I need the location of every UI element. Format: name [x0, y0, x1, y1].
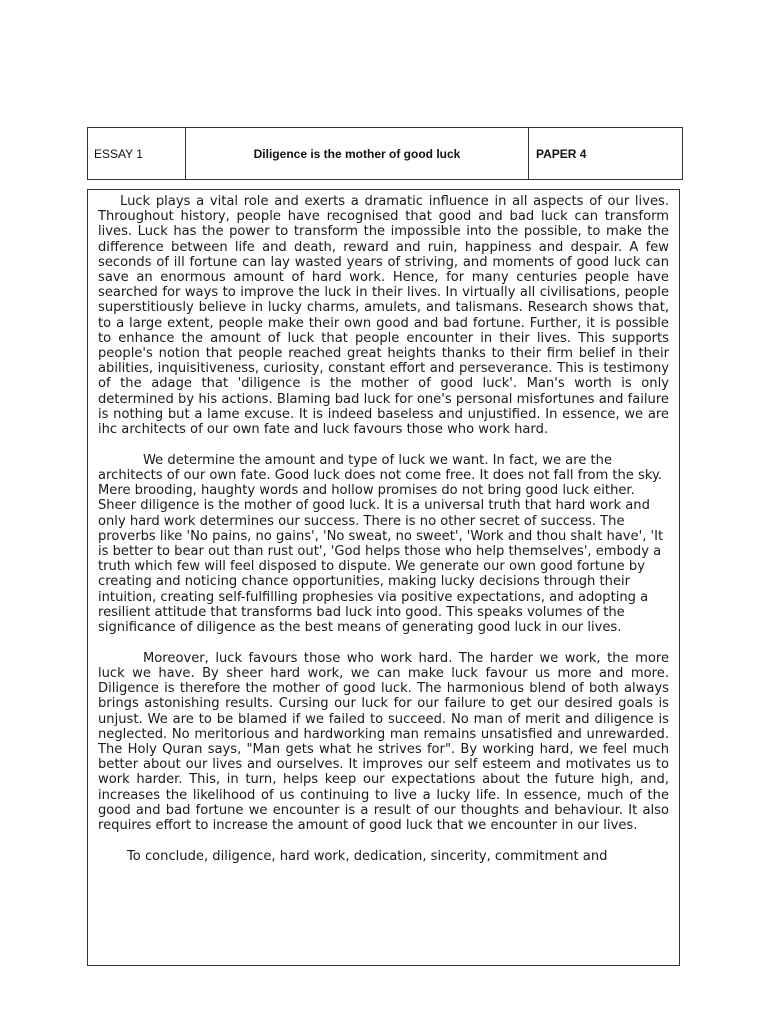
essay-paragraph-4: To conclude, diligence, hard work, dedication, sincerity, commitment and [127, 848, 608, 864]
essay-body [87, 189, 680, 966]
essay-paragraph-2: We determine the amount and type of luck we want. In fact, we are the architects of our own fate. Good luck does not come free. It does not fall from the sky. Mere brooding, haughty words and hollow promises do not bring good luck either. Sheer diligence is the mother of good luck. It is a universal truth that hard work and only hard work determines our success. There is no other secret of success. The proverbs like 'No pains, no gains', 'No sweat, no sweet', 'Work and thou shalt have', 'It is better to bear out than rust out', 'God helps those who help themselves', embody a truth which few will feel disposed to dispute. We generate our own good fortune by creating and noticing chance opportunities, making lucky decisions through their intuition, creating self-fulfilling prophesies via positive expectations, and adopting a resilient attitude that transforms bad luck into good. This speaks volumes of the significance of diligence as the best means of generating good luck in our lives. [98, 452, 664, 635]
essay-paragraph-3: Moreover, luck favours those who work hard. The harder we work, the more luck we have. By sheer hard work, we can make luck favour us more and more. Diligence is therefore the mother of good luck. The harmonious blend of both always brings astonishing results. Cursing our luck for our failure to get our desired goals is unjust. We are to be blamed if we failed to succeed. No man of merit and diligence is neglected. No meritorious and hardworking man remains unsatisfied and unrewarded. The Holy Quran says, "Man gets what he strives for". By working hard, we feel much better about our lives and ourselves. It improves our self esteem and motivates us to work harder. This, in turn, helps keep our expectations about the future high, and, increases the likelihood of us continuing to live a lucky life. In essence, much of the good and bad fortune we encounter is a result of our thoughts and behaviour. It also requires effort to increase the amount of good luck that we encounter in our lives. [98, 650, 669, 833]
essay-header-table [87, 127, 683, 180]
essay-paragraph-1: Luck plays a vital role and exerts a dramatic influence in all aspects of our lives. Throughout history, people have recognised that good and bad luck can transform lives. Luck has the power to transform the impossible into the possible, to make the difference between life and death, reward and ruin, happiness and despair. A few seconds of ill fortune can lay wasted years of striving, and moments of good luck can save an enormous amount of hard work. Hence, for many centuries people have searched for ways to improve the luck in their lives. In virtually all civilisations, people superstitiously believe in lucky charms, amulets, and talismans. Research shows that, to a large extent, people make their own good and bad fortune. Further, it is possible to enhance the amount of luck that people encounter in their lives. This supports people's notion that people reached great heights thanks to their firm belief in their abilities, inquisitiveness, curiosity, constant effort and perseverance. This is testimony of the adage that 'diligence is the mother of good luck'. Man's worth is only determined by his actions. Blaming bad luck for one's personal misfortunes and failure is nothing but a lame excuse. It is indeed baseless and unjustified. In essence, we are ihc architects of our own fate and luck favours those who work hard. [98, 194, 669, 438]
essay-title: Diligence is the mother of good luck [186, 128, 529, 179]
paper-label: PAPER 4 [536, 146, 587, 161]
essay-number-label: ESSAY 1 [88, 128, 186, 179]
